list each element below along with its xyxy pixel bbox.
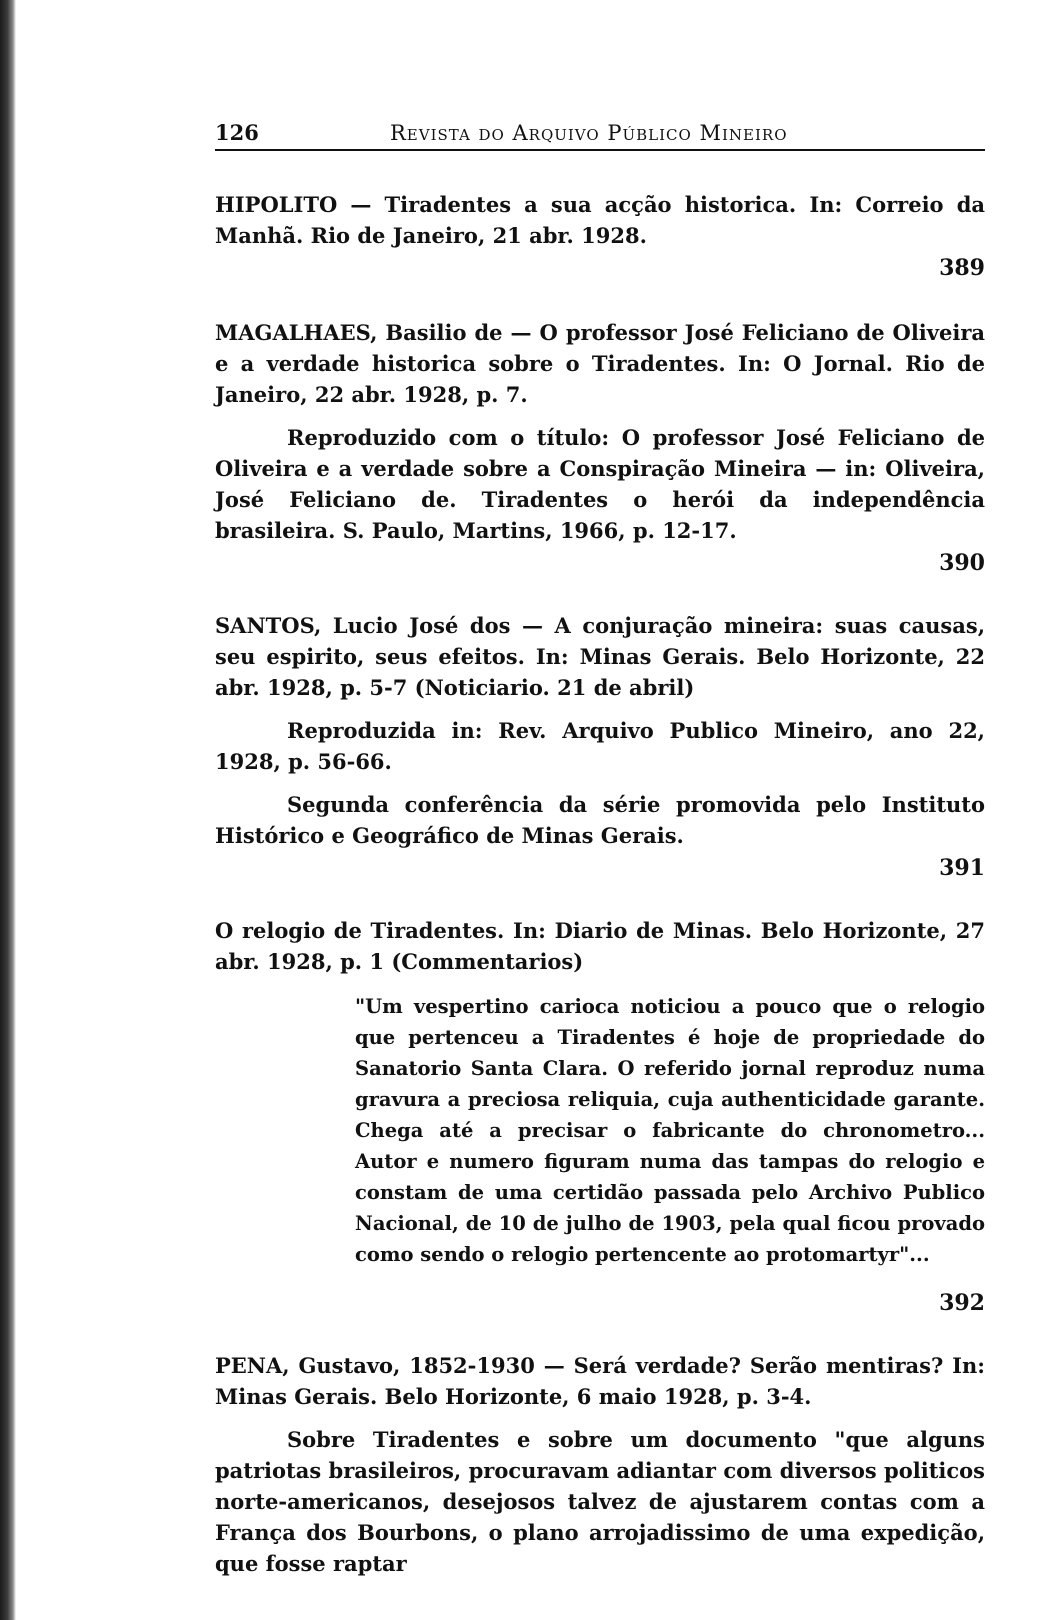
entry-citation: HIPOLITO — Tiradentes a sua acção historica. In: Correio da Manhã. Rio de Janeiro, 21 abr. 1928. bbox=[215, 192, 985, 248]
book-binding-edge bbox=[0, 0, 16, 1620]
bibliography-entry bbox=[215, 1350, 985, 1579]
entry-citation: MAGALHAES, Basilio de — O professor José Feliciano de Oliveira e a verdade historica sobre o Tiradentes. In: O Jornal. Rio de Janeiro, 22 abr. 1928, p. 7. bbox=[215, 320, 985, 407]
entry-citation: SANTOS, Lucio José dos — A conjuração mineira: suas causas, seu espirito, seus efeitos. In: Minas Gerais. Belo Horizonte, 22 abr. 1928, p. 5-7 (Noticiario. 21 de abril) bbox=[215, 613, 985, 700]
entry-number: 392 bbox=[939, 1289, 985, 1316]
entry-number: 390 bbox=[939, 550, 985, 576]
bibliography-entry bbox=[215, 915, 985, 1316]
page-number: 126 bbox=[215, 120, 259, 145]
entry-note: Reproduzido com o título: O professor José Feliciano de Oliveira e a verdade sobre a Conspiração Mineira — in: Oliveira, José Feliciano de. Tiradentes o herói da independência brasileira. S. Paulo, Martins, 1966, p. 12-17. bbox=[215, 425, 985, 543]
entry-note: Reproduzida in: Rev. Arquivo Publico Mineiro, ano 22, 1928, p. 56-66. bbox=[215, 718, 985, 774]
bibliography-entry bbox=[215, 610, 985, 881]
entry-citation: PENA, Gustavo, 1852-1930 — Será verdade? Serão mentiras? In: Minas Gerais. Belo Horizonte, 6 maio 1928, p. 3-4. bbox=[215, 1352, 985, 1409]
bibliography-entry bbox=[215, 317, 985, 576]
entry-quote: "Um vespertino carioca noticiou a pouco que o relogio que pertenceu a Tiradentes é hoje de propriedade do Sanatorio Santa Clara. O referido jornal reproduz numa gravura a preciosa reliquia, cuja authenticidade garante. Chega até a precisar o fabricante do chronometro... Autor e numero figuram numa das tampas do relogio e constam de uma certidão passada pelo Archivo Publico Nacional, de 10 de julho de 1903, pela qual ficou provado como sendo o relogio pertencente ao protomartyr"... bbox=[355, 995, 985, 1266]
entry-number: 391 bbox=[939, 855, 985, 881]
page-content bbox=[215, 120, 985, 1579]
entry-note: Segunda conferência da série promovida pelo Instituto Histórico e Geográfico de Minas Gerais. bbox=[215, 792, 985, 848]
entry-citation: O relogio de Tiradentes. In: Diario de Minas. Belo Horizonte, 27 abr. 1928, p. 1 (Commentarios) bbox=[215, 918, 985, 974]
bibliography-entry bbox=[215, 189, 985, 281]
entry-number: 389 bbox=[939, 255, 985, 281]
running-title: Revista do Arquivo Público Mineiro bbox=[390, 121, 788, 145]
page-header bbox=[215, 120, 985, 151]
entry-note: Sobre Tiradentes e sobre um documento "que alguns patriotas brasileiros, procuravam adiantar com diversos politicos norte-americanos, desejosos talvez de ajustarem contas com a França dos Bourbons, o plano arrojadissimo de uma expedição, que fosse raptar bbox=[215, 1426, 985, 1576]
